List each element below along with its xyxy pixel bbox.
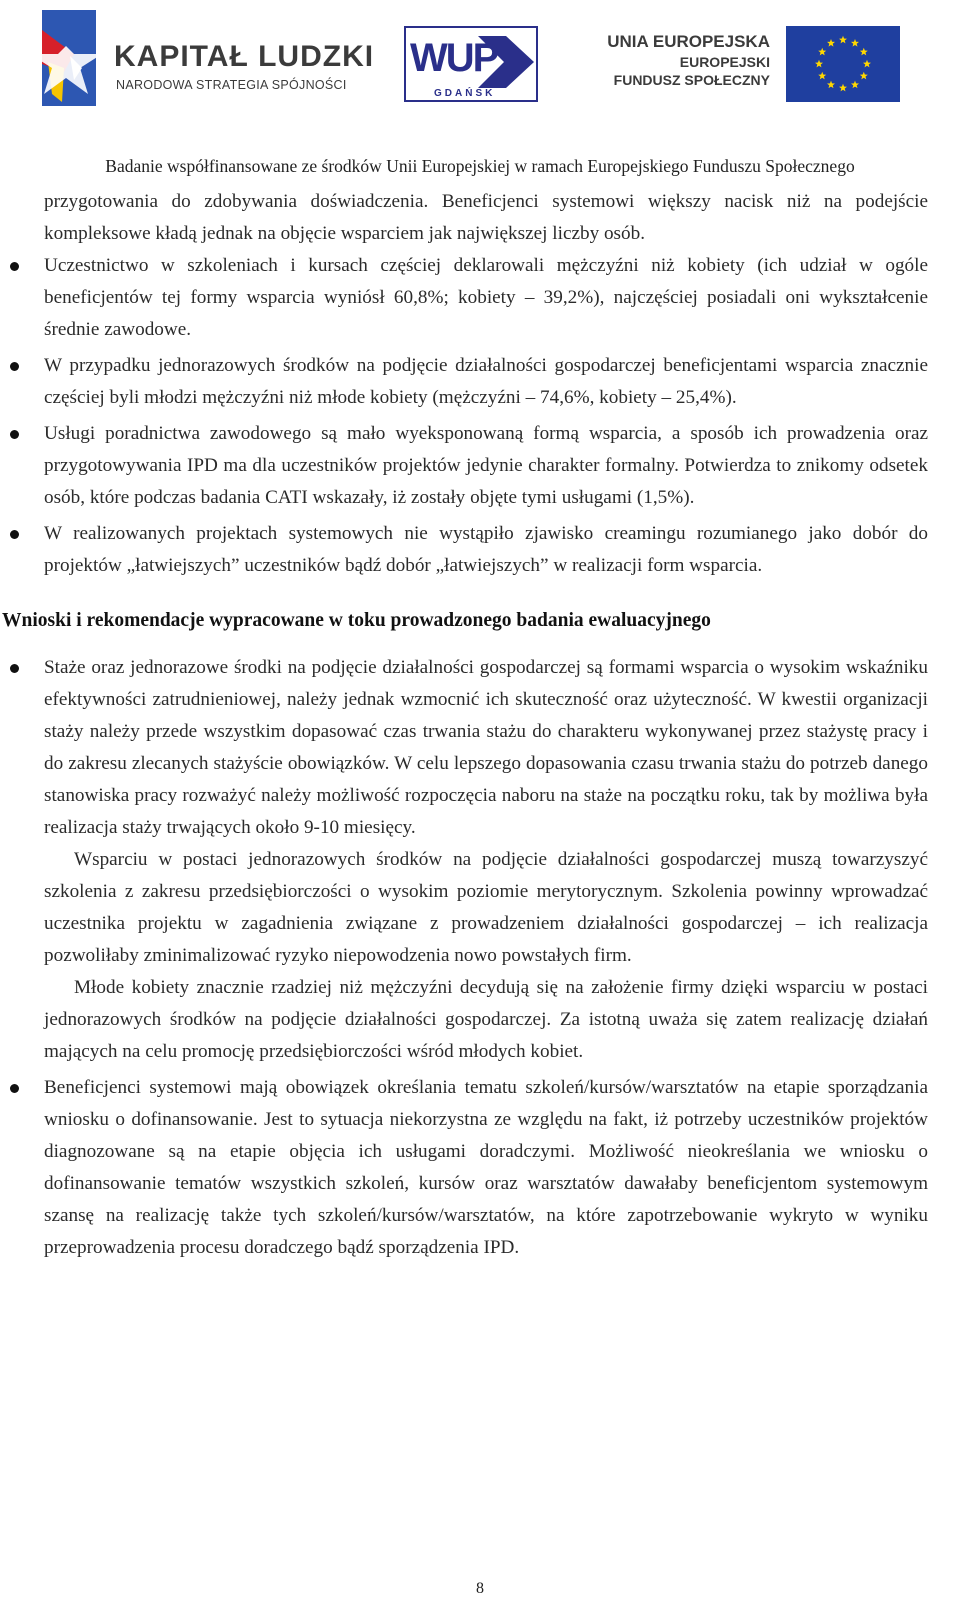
bullet-item <box>44 652 928 844</box>
bullet-dot-icon <box>10 430 19 439</box>
eu-line1: UNIA EUROPEJSKA <box>607 32 770 51</box>
bullet-dot-icon <box>10 262 19 271</box>
kapital-ludzki-subtitle: NARODOWA STRATEGIA SPÓJNOŚCI <box>116 78 347 92</box>
bullet-text: W przypadku jednorazowych środków na podjęcie działalności gospodarczej beneficjentami wsparcia znacznie częściej byli młodzi mężczyźni niż młode kobiety (mężczyźni – 74,6%, kobiety – 25,4%). <box>44 355 928 408</box>
eu-line2: EUROPEJSKI <box>679 54 770 70</box>
bullet-text: W realizowanych projektach systemowych nie wystąpiło zjawisko creamingu rozumianego jako dobór do projektów „łatwiejszych” uczestników bądź dobór „łatwiejszych” w realizacji form wsparcia. <box>44 523 928 576</box>
bullet-text: Uczestnictwo w szkoleniach i kursach częściej deklarowali mężczyźni niż kobiety (ich udział w ogóle beneficjentów tej formy wsparcia wyniósł 60,8%; kobiety – 39,2%), najczęściej posiadali oni wykształcenie średnie zawodowe. <box>44 255 928 340</box>
bullet-dot-icon <box>10 664 19 673</box>
kapital-ludzki-title: KAPITAŁ LUDZKI <box>114 40 375 73</box>
bullet-item <box>44 518 928 582</box>
wup-gdansk-logo <box>404 26 538 102</box>
bullet-dot-icon <box>10 362 19 371</box>
kapital-ludzki-logo <box>30 10 375 106</box>
bullet-text: Beneficjenci systemowi mają obowiązek określania tematu szkoleń/kursów/warsztatów na etapie sporządzania wniosku o dofinansowanie. Jest to sytuacja niekorzystna ze względu na fakt, iż potrzeby uczestników projektów diagnozowane są na etapie objęcia ich usługami doradczymi. Możliwość nieokreślania we wniosku o dofinansowanie tematów wszystkich szkoleń, kursów oraz warsztatów dawałaby beneficjentom systemowym szansę na realizację także tych szkoleń/kursów/warsztatów, na które zapotrzebowanie wykryto w wyniku przeprowadzenia procesu doradczego bądź sporządzenia IPD. <box>44 1077 928 1258</box>
eu-efs-logo <box>607 26 900 104</box>
document-body <box>0 186 960 1264</box>
bullet-item <box>44 418 928 514</box>
bullet-text: Staże oraz jednorazowe środki na podjęcie działalności gospodarczej są formami wsparcia o wysokim wskaźniku efektywności zatrudnieniowej, należy jednak wzmocnić ich skuteczność oraz użyteczność. W kwestii organizacji staży należy przede wszystkim dopasować czas trwania stażu do charakteru wykonywanej przez stażystę pracy i do zakresu zlecanych stażyście obowiązków. W celu lepszego dopasowania czasu trwania stażu do potrzeb danego stanowiska pracy rozważyć należy możliwość rozpoczęcia naboru na staże na początku roku, tak by możliwa była realizacja staży trwających około 9-10 miesięcy. <box>44 657 928 838</box>
wup-title: WUP <box>410 36 498 80</box>
bullet-dot-icon <box>10 1084 19 1093</box>
eu-flag-icon <box>786 26 900 102</box>
page-number: 8 <box>476 1580 484 1597</box>
continuation-paragraph: przygotowania do zdobywania doświadczenia. Beneficjenci systemowi większy nacisk niż na podejście kompleksowe kładą jednak na objęcie wsparciem jak największej liczby osób. <box>44 191 928 244</box>
kapital-ludzki-emblem-icon <box>30 10 120 106</box>
cofinancing-note: Badanie współfinansowane ze środków Unii Europejskiej w ramach Europejskiego Funduszu Społecznego <box>105 156 855 176</box>
bullet-item <box>44 250 928 346</box>
recommendation-paragraph: Młode kobiety znacznie rzadziej niż mężczyźni decydują się na założenie firmy dzięki wsparciu w postaci jednorazowych środków na podjęcie działalności gospodarczej. Za istotną uważa się zatem realizację działań mających na celu promocję przedsiębiorczości wśród młodych kobiet. <box>44 977 928 1062</box>
eu-line3: FUNDUSZ SPOŁECZNY <box>613 72 770 88</box>
bullet-item <box>44 1072 928 1264</box>
bullet-item <box>44 350 928 414</box>
bullet-text: Usługi poradnictwa zawodowego są mało wyeksponowaną formą wsparcia, a sposób ich prowadzenia oraz przygotowywania IPD ma dla uczestników projektów jedynie charakter formalny. Potwierdza to znikomy odsetek osób, które podczas badania CATI wskazały, iż zostały objęte tymi usługami (1,5%). <box>44 423 928 508</box>
recommendation-paragraph: Wsparciu w postaci jednorazowych środków na podjęcie działalności gospodarczej muszą towarzyszyć szkolenia z zakresu przedsiębiorczości o wysokim poziomie merytorycznym. Szkolenia powinny wprowadzać uczestnika projektu w zagadnienia związane z prowadzeniem działalności gospodarczej – ich realizacja pozwoliłaby zminimalizować ryzyko niepowodzenia nowo powstałych firm. <box>44 849 928 966</box>
section-heading: Wnioski i rekomendacje wypracowane w toku prowadzonego badania ewaluacyjnego <box>2 610 711 631</box>
wup-subtitle: GDAŃSK <box>434 88 496 99</box>
bullet-dot-icon <box>10 530 19 539</box>
